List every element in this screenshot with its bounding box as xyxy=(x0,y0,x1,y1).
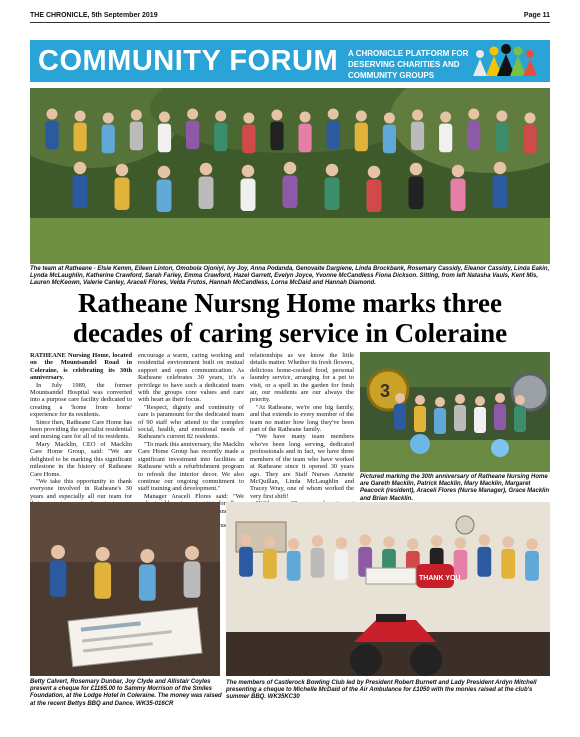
person-figure xyxy=(383,125,396,154)
person-head xyxy=(336,537,348,549)
person-figure xyxy=(414,406,426,432)
person-head xyxy=(103,113,114,124)
article-paragraph: "To mark this anniversary, the Macklin Care Home Group has recently made a significant investment into facilities at Ratheane with a refurbishment program to refresh the interior decor. We also continue our ongoing commitment to staff training and development." xyxy=(138,440,244,493)
person-head xyxy=(395,393,405,403)
article-paragraph: In July 1989, the former Mountsandel Hospital was converted into a purpose care facility dedicated to creating a 'home from home' experience for its residents. xyxy=(30,381,132,419)
person-head xyxy=(240,534,252,546)
cheque-photo-caption: Betty Calvert, Rosemary Dunbar, Joy Clyde and Allistair Coyles present a cheque for £1165.00 to Sammy Morrison of the Smiles Foundation, at the Lodge Hotel in Coleraine. The money was raised at the recent Bettys BBQ and Dance. WK35-016CR xyxy=(30,679,222,707)
article-headline: Ratheane Nursng Home marks three decades of caring service in Coleraine xyxy=(72,288,508,348)
person-figure xyxy=(495,123,508,152)
person-figure xyxy=(199,177,214,210)
article-paragraph: "At Ratheane, we're one big family, and that extends to every member of the team no matter how long they've been part of the Ratheane family. xyxy=(250,403,354,434)
person-head xyxy=(384,113,395,124)
person-figure xyxy=(327,121,340,150)
person-head xyxy=(455,537,467,549)
article-paragraph: Manager Araceli Flores said: "We for and xyxy=(144,492,244,515)
person-figure xyxy=(334,550,348,580)
person-head xyxy=(410,163,423,176)
anniversary-photo xyxy=(360,352,550,472)
banner-title: COMMUNITY FORUM xyxy=(38,45,339,77)
article-paragraph: relationships as we know the little details matter. Whether its fresh flowers, delicious home-cooked food, personal laundry service, arranging for a pet to visit, or a spell in the garden for fresh air, our residents are our always the priority. xyxy=(250,352,354,404)
person-head xyxy=(288,538,300,550)
person-figure xyxy=(242,125,255,154)
person-head xyxy=(328,109,339,120)
banner-tagline: A CHRONICLE PLATFORM FOR DESERVING CHARITIES AND COMMUNITY GROUPS xyxy=(348,49,469,80)
team-photo-illustration xyxy=(30,88,550,264)
person-figure xyxy=(474,407,486,433)
thank-you-sign: THANK YOU xyxy=(419,575,461,582)
person-head xyxy=(264,536,276,548)
person-head xyxy=(368,166,381,179)
header-rule xyxy=(30,22,550,23)
article-paragraph: Since then, Ratheane Care Home has been providing the specialist residential and nursing care for all of its residents. xyxy=(30,418,132,441)
person-head xyxy=(96,547,110,561)
person-figure xyxy=(493,176,508,209)
people-logo-icon xyxy=(468,42,542,80)
person-head xyxy=(412,110,423,121)
person-head xyxy=(435,397,445,407)
person-head xyxy=(200,163,213,176)
person-head xyxy=(415,395,425,405)
person-head xyxy=(440,112,451,123)
person-head xyxy=(525,113,536,124)
person-figure xyxy=(411,122,424,151)
person-head xyxy=(185,546,199,560)
person-figure xyxy=(214,123,227,152)
svg-text:3: 3 xyxy=(380,381,391,401)
person-figure xyxy=(157,180,172,213)
person-figure xyxy=(50,560,67,596)
person-figure xyxy=(477,547,491,577)
person-head xyxy=(74,162,87,175)
person-head xyxy=(326,164,339,177)
person-figure xyxy=(514,406,526,432)
article-paragraph: "We take this opportunity to thank everyone involved in Ratheane's 30 years and especially all our team for xyxy=(30,477,132,500)
person-head xyxy=(140,549,154,563)
person-figure xyxy=(287,551,301,581)
person-figure xyxy=(355,123,368,152)
person-head xyxy=(468,109,479,120)
person-figure xyxy=(283,176,298,209)
person-figure xyxy=(394,404,406,430)
person-figure xyxy=(115,178,130,211)
bowling-photo-caption: The members of Castlerock Bowling Club led by President Robert Burnett and Lady President Ardyn Mitchell presenting a cheque to Michelle McDaid of the Air Ambulance for £1050 with the monies raised at the club's summer BBQ. WK35KC30 xyxy=(226,680,537,701)
article-paragraph: RATHEANE Nursing Home, located on the Mountsandel Road in Coleraine, is celebrating its 30th anniversary. xyxy=(30,352,132,382)
person-figure xyxy=(241,179,256,212)
person-head xyxy=(502,536,513,548)
person-figure xyxy=(523,125,536,154)
person-figure xyxy=(186,121,199,150)
person-head xyxy=(187,109,198,120)
person-figure xyxy=(102,125,115,154)
person-head xyxy=(495,393,505,403)
person-figure xyxy=(239,547,253,577)
person-figure xyxy=(270,122,283,151)
person-figure xyxy=(434,408,446,434)
person-head xyxy=(455,394,465,404)
person-head xyxy=(158,166,171,179)
person-head xyxy=(243,113,254,124)
person-figure xyxy=(367,180,382,213)
article-paragraph: "We have many team members who've been long serving, dedicated professionals and in fact, we have three members of the team who have worked at Ratheane since it opened 30 years ago. They are Staff Nurses Annette McQuillan, Linda McLaughlin and Tracey Wray, one of whom worked the very first shift! xyxy=(250,433,354,500)
person-figure xyxy=(130,122,143,151)
cheque-photo-illustration xyxy=(30,502,220,676)
person-head xyxy=(407,538,419,550)
person-figure xyxy=(409,177,424,210)
person-figure xyxy=(184,561,201,597)
person-figure xyxy=(325,178,340,211)
bowling-club-photo-illustration xyxy=(226,502,550,676)
person-figure xyxy=(94,562,111,598)
person-head xyxy=(284,162,297,175)
community-forum-banner xyxy=(30,40,550,82)
person-figure xyxy=(525,551,539,581)
person-figure xyxy=(439,124,452,153)
article-column-3 xyxy=(250,352,354,500)
person-figure xyxy=(263,549,277,579)
person-head xyxy=(51,545,65,559)
person-head xyxy=(515,395,525,405)
person-figure xyxy=(501,549,515,579)
article-paragraph: Mary Macklin, CEO of Macklin Care Home Group, said: "We are delighted to be marking this significant milestone in the history of Ratheane Care Home. xyxy=(30,440,132,478)
person-figure xyxy=(298,124,311,153)
bowling-club-photo xyxy=(226,502,550,676)
person-figure xyxy=(158,124,171,153)
person-head xyxy=(383,536,395,548)
person-figure xyxy=(45,121,58,150)
person-head xyxy=(47,109,58,120)
header-page-number: Page 11 xyxy=(523,12,550,19)
anniversary-photo-illustration xyxy=(360,352,550,472)
person-figure xyxy=(454,405,466,431)
person-head xyxy=(242,165,255,178)
person-head xyxy=(75,111,86,122)
header-publication-date: THE CHRONICLE, 5th September 2019 xyxy=(30,12,158,19)
article-paragraph: "Respect, dignity and continuity of care is paramount for the dedicated team of 90 staff who attend to the complex social, health, and emotional needs of Ratheane's current 82 residents. xyxy=(138,403,244,441)
page-header xyxy=(30,12,550,24)
person-head xyxy=(131,110,142,121)
person-figure xyxy=(494,404,506,430)
person-head xyxy=(479,534,491,546)
person-figure xyxy=(467,121,480,150)
person-head xyxy=(116,164,129,177)
person-head xyxy=(526,538,538,550)
person-head xyxy=(312,535,324,547)
person-head xyxy=(452,165,465,178)
person-figure xyxy=(139,564,156,600)
person-figure xyxy=(451,179,466,212)
person-head xyxy=(431,535,443,547)
article-column-2 xyxy=(138,352,244,515)
article-paragraph: encourage a warm, caring working and residential environment built on mutual support and open communication. As Ratheane celebrates 30 years, it's a privilege to have such a dedicated team with the groups core values and care with heart as their focus. xyxy=(138,352,244,404)
person-head xyxy=(494,162,507,175)
cheque-presentation-photo xyxy=(30,502,220,676)
person-head xyxy=(359,534,371,546)
person-head xyxy=(271,110,282,121)
person-head xyxy=(159,112,170,123)
person-head xyxy=(475,396,485,406)
ratheane-team-photo xyxy=(30,88,550,264)
team-photo-caption: The team at Ratheane - Elsie Kemm, Eileen Linton, Omobola Ojoniyi, Ivy Joy, Anna Podanda, Genovaite Dargiene, Linda Brockbank, Rosemary Cassidy, Eleanor Cassidy, Linda Eakin, Lynda McLaughlin, Katherine Crawford, Sarah Farley, Emma Crawford, Hazel Garrett, Evelyn Joyce, Yvonne McCandless Fiona Dickson. Sitting, from left Natasha Vauls, Kent Mis, Lauren McKeown, Valerie Canley, Araceli Flores, Velda Frutos, Hannah McCandless, Lorna McDaid and Hannah Diamond. xyxy=(30,266,550,287)
person-head xyxy=(300,112,311,123)
person-figure xyxy=(73,176,88,209)
article-column-1 xyxy=(30,352,132,500)
person-figure xyxy=(74,123,87,152)
anniversary-photo-caption: Pictured marking the 30th anniversary of Ratheane Nursing Home are Gareth Macklin, Patrick Macklin, Mary Macklin, Margaret Peacock (resident), Araceli Flores (Nurse Manager), Grace Macklin and Brian Macklin. xyxy=(360,474,550,502)
person-head xyxy=(356,111,367,122)
person-head xyxy=(215,111,226,122)
person-head xyxy=(496,111,507,122)
person-figure xyxy=(311,548,325,578)
